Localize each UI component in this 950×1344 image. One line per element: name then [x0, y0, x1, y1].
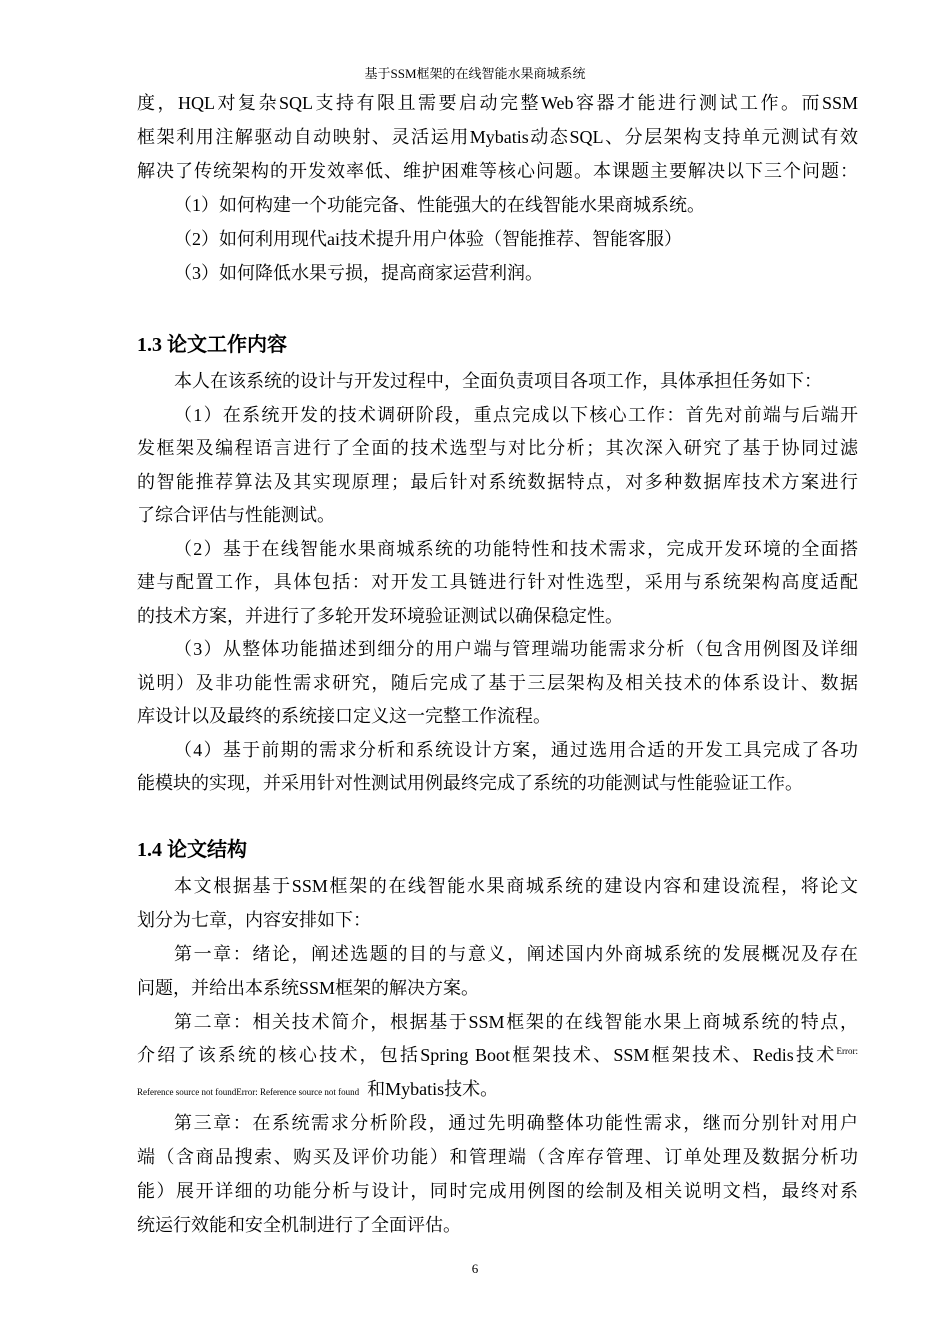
text-line: （2）基于在线智能水果商城系统的功能特性和技术需求，完成开发环境的全面搭: [174, 538, 858, 559]
text-line: （4）基于前期的需求分析和系统设计方案，通过选用合适的开发工具完成了各功: [174, 739, 858, 760]
reference-error: Reference source not foundError: Reference source not found: [137, 1087, 360, 1098]
text-line-tail: 和Mybatis技术。: [367, 1079, 499, 1100]
text-line: 端（含商品搜索、购买及评价功能）和管理端（含库存管理、订单处理及数据分析功: [137, 1147, 858, 1168]
text-line: 第三章：在系统需求分析阶段，通过先明确整体功能性需求，继而分别针对用户: [174, 1113, 858, 1134]
body-block-2: [137, 365, 858, 801]
text-line: 解决了传统架构的开发效率低、维护困难等核心问题。本课题主要解决以下三个问题：: [137, 161, 858, 181]
text-line: （1）如何构建一个功能完备、性能强大的在线智能水果商城系统。: [174, 195, 705, 215]
text-line: 划分为七章，内容安排如下：: [137, 909, 371, 930]
text-line: 第一章：绪论，阐述选题的目的与意义，阐述国内外商城系统的发展概况及存在: [174, 943, 858, 964]
text-line: （3）从整体功能描述到细分的用户端与管理端功能需求分析（包含用例图及详细: [174, 639, 858, 659]
text-line: 能模块的实现，并采用针对性测试用例最终完成了系统的功能测试与性能验证工作。: [137, 773, 803, 793]
section-heading-1-3: 1.3 论文工作内容: [137, 334, 287, 356]
section-heading-1-4: 1.4 论文结构: [137, 839, 247, 861]
text-line: 本文根据基于SSM框架的在线智能水果商城系统的建设内容和建设流程，将论文: [174, 876, 858, 896]
text-line: （2）如何利用现代ai技术提升用户体验（智能推荐、智能客服）: [174, 229, 682, 249]
text-line: 介绍了该系统的核心技术，包括Spring Boot框架技术、SSM框架技术、Redis技术$^{Error:}$: [137, 1045, 858, 1066]
text-line: 第二章：相关技术简介，根据基于SSM框架的在线智能水果上商城系统的特点，: [174, 1011, 858, 1032]
text-line: 本人在该系统的设计与开发过程中，全面负责项目各项工作，具体承担任务如下：: [174, 371, 822, 391]
text-line: 统运行效能和安全机制进行了全面评估。: [137, 1214, 461, 1235]
text-line: 能）展开详细的功能分析与设计，同时完成用例图的绘制及相关说明文档，最终对系: [137, 1181, 858, 1202]
text-line: 度，HQL对复杂SQL支持有限且需要启动完整Web容器才能进行测试工作。而SSM: [137, 93, 858, 113]
text-line: 问题，并给出本系统SSM框架的解决方案。: [137, 977, 480, 998]
text-line: 说明）及非功能性需求研究，随后完成了基于三层架构及相关技术的体系设计、数据: [137, 672, 858, 693]
body-block-1: [137, 86, 858, 290]
text-line: 建与配置工作，具体包括：对开发工具链进行针对性选型，采用与系统架构高度适配: [137, 572, 858, 592]
text-line: 的智能推荐算法及其实现原理；最后针对系统数据特点，对多种数据库技术方案进行: [137, 471, 858, 492]
text-line: 框架利用注解驱动自动映射、灵活运用Mybatis动态SQL、分层架构支持单元测试有效: [137, 127, 858, 147]
reference-error: Error:: [836, 1046, 858, 1057]
running-header: 基于SSM框架的在线智能水果商城系统: [364, 66, 586, 81]
text-line: （3）如何降低水果亏损，提高商家运营利润。: [174, 263, 543, 283]
page-number: 6: [471, 1261, 479, 1276]
text-line: 了综合评估与性能测试。: [137, 505, 335, 525]
text-line: （1）在系统开发的技术调研阶段，重点完成以下核心工作：首先对前端与后端开: [174, 404, 858, 425]
text-line: 的技术方案，并进行了多轮开发环境验证测试以确保稳定性。: [137, 605, 623, 626]
text-line: 发框架及编程语言进行了全面的技术选型与对比分析；其次深入研究了基于协同过滤: [137, 438, 858, 458]
text-line: 库设计以及最终的系统接口定义这一完整工作流程。: [137, 706, 551, 726]
body-block-3: [137, 870, 858, 1243]
text-line: [137, 1073, 858, 1107]
